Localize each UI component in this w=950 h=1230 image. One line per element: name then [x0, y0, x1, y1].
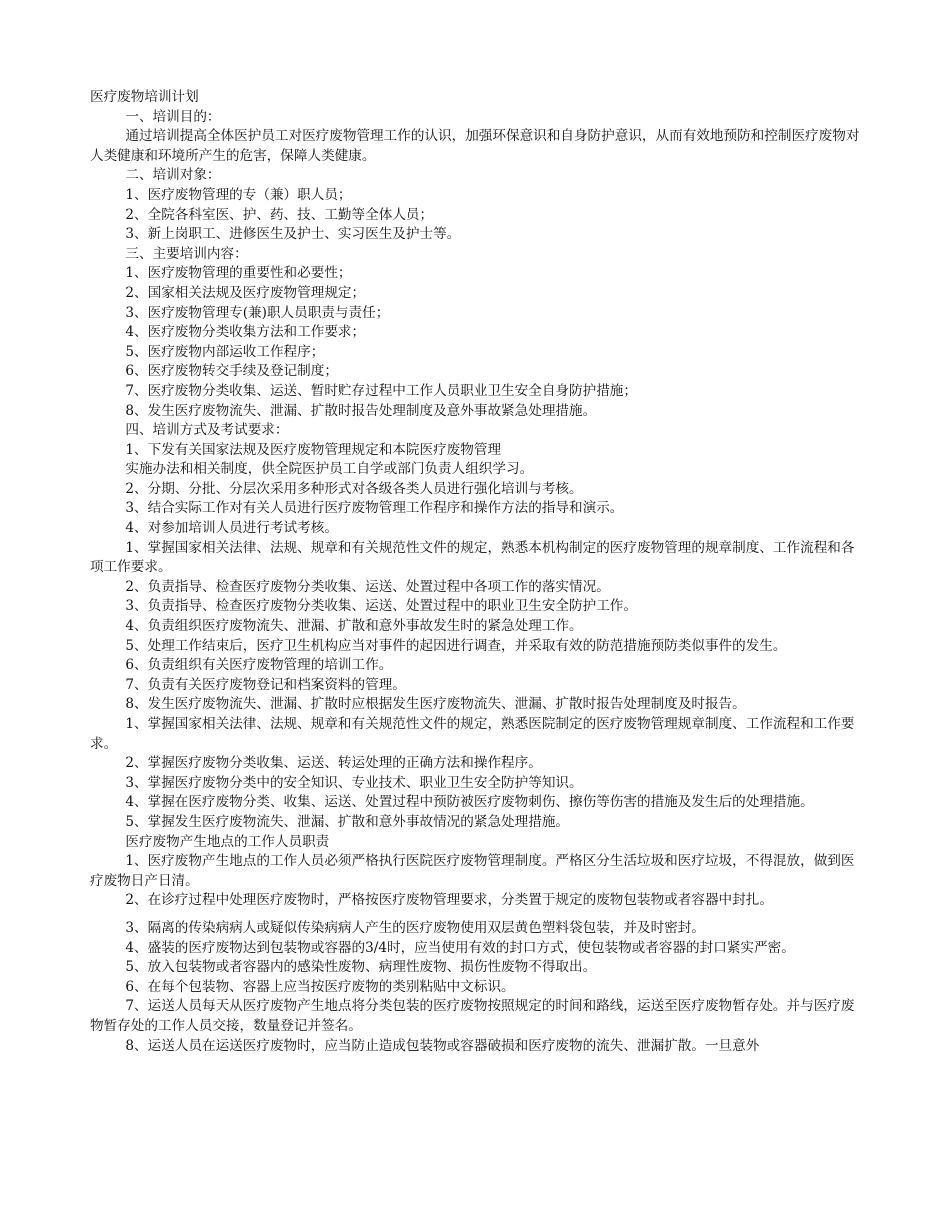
section-heading-purpose: 一、培训目的： — [125, 108, 221, 125]
list-item: 7、医疗废物分类收集、运送、暂时贮存过程中工作人员职业卫生安全自身防护措施； — [125, 382, 637, 399]
list-item: 3、掌握医疗废物分类中的安全知识、专业技术、职业卫生安全防护等知识。 — [125, 774, 583, 791]
list-item: 4、掌握在医疗废物分类、收集、运送、处置过程中预防被医疗废物刺伤、擦伤等伤害的措施及发生后的处理措施。 — [125, 794, 814, 811]
list-item: 2、掌握医疗废物分类收集、运送、转运处理的正确方法和操作程序。 — [125, 755, 542, 772]
list-item: 5、放入包装物或者容器内的感染性废物、病理性废物、损伤性废物不得取出。 — [125, 959, 597, 976]
section-heading-method: 四、培训方式及考试要求： — [125, 422, 289, 439]
list-item: 1、医疗废物管理的专（兼）职人员； — [125, 186, 352, 203]
list-item: 3、隔离的传染病病人或疑似传染病病人产生的医疗废物使用双层黄色塑料袋包装，并及时密封。 — [125, 919, 705, 936]
section-heading-audience: 二、培训对象： — [125, 167, 221, 184]
list-item: 2、国家相关法规及医疗废物管理规定； — [125, 284, 366, 301]
list-item: 8、发生医疗废物流失、泄漏、扩散时报告处理制度及意外事故紧急处理措施。 — [125, 402, 597, 419]
list-item: 4、负责组织医疗废物流失、泄漏、扩散和意外事故发生时的紧急处理工作。 — [125, 618, 583, 635]
list-item-continuation: 实施办法和相关制度，供全院医护员工自学或部门负责人组织学习。 — [125, 461, 534, 478]
list-item: 7、负责有关医疗废物登记和档案资料的管理。 — [125, 676, 406, 693]
list-item: 5、掌握发生医疗废物流失、泄漏、扩散和意外事故情况的紧急处理措施。 — [125, 813, 570, 830]
list-item: 4、医疗废物分类收集方法和工作要求； — [125, 324, 366, 341]
list-item: 2、全院各科室医、护、药、技、工勤等全体人员； — [125, 206, 434, 223]
list-item: 1、下发有关国家法规及医疗废物管理规定和本院医疗废物管理 — [125, 441, 502, 458]
list-item: 2、在诊疗过程中处理医疗废物时，严格按医疗废物管理要求，分类置于规定的废物包装物或者容器中封扎。 — [125, 892, 773, 909]
list-item: 1、医疗废物管理的重要性和必要性； — [125, 265, 352, 282]
section-heading-content: 三、主要培训内容： — [125, 245, 248, 262]
list-item: 1、医疗废物产生地点的工作人员必须严格执行医院医疗废物管理制度。严格区分生活垃圾和医疗垃圾，不得混放，做到医疗废物日产日清。 — [90, 853, 855, 889]
list-item: 5、处理工作结束后，医疗卫生机构应当对事件的起因进行调查，并采取有效的防范措施预防类似事件的发生。 — [125, 637, 787, 654]
list-item: 8、发生医疗废物流失、泄漏、扩散时应根据发生医疗废物流失、泄漏、扩散时报告处理制度及时报告。 — [125, 696, 746, 713]
list-item: 4、盛装的医疗废物达到包装物或容器的3/4时，应当使用有效的封口方式，使包装物或者容器的封口紧实严密。 — [125, 939, 795, 956]
list-item: 8、运送人员在运送医疗废物时，应当防止造成包装物或容器破损和医疗废物的流失、泄漏扩散。一旦意外 — [125, 1037, 760, 1054]
list-item: 1、掌握国家相关法律、法规、规章和有关规范性文件的规定，熟悉本机构制定的医疗废物管理的规章制度、工作流程和各项工作要求。 — [90, 539, 855, 576]
list-item: 4、对参加培训人员进行考试考核。 — [125, 520, 338, 537]
list-item: 3、医疗废物管理专(兼)职人员职责与责任； — [125, 304, 390, 321]
list-item: 2、分期、分批、分层次采用多种形式对各级各类人员进行强化培训与考核。 — [125, 480, 583, 497]
list-item: 6、在每个包装物、容器上应当按医疗废物的类别粘贴中文标识。 — [125, 978, 515, 995]
section-heading-staff-duties: 医疗废物产生地点的工作人员职责 — [125, 833, 330, 850]
list-item: 6、医疗废物转交手续及登记制度； — [125, 363, 338, 380]
list-item: 5、医疗废物内部运收工作程序； — [125, 343, 325, 360]
list-item: 1、掌握国家相关法律、法规、规章和有关规范性文件的规定，熟悉医院制定的医疗废物管理规章制度、工作流程和工作要求。 — [90, 716, 855, 752]
list-item: 6、负责组织有关医疗废物管理的培训工作。 — [125, 657, 393, 674]
list-item: 2、负责指导、检查医疗废物分类收集、运送、处置过程中各项工作的落实情况。 — [125, 578, 610, 595]
list-item: 3、新上岗职工、进修医生及护士、实习医生及护士等。 — [125, 226, 461, 243]
list-item: 3、负责指导、检查医疗废物分类收集、运送、处置过程中的职业卫生安全防护工作。 — [125, 598, 637, 615]
paragraph: 通过培训提高全体医护员工对医疗废物管理工作的认识，加强环保意识和自身防护意识，从而有效地预防和控制医疗废物对人类健康和环境所产生的危害，保障人类健康。 — [90, 128, 860, 164]
document-body — [90, 88, 860, 1056]
list-item: 3、结合实际工作对有关人员进行医疗废物管理工作程序和操作方法的指导和演示。 — [125, 500, 624, 517]
document-title: 医疗废物培训计划 — [90, 89, 199, 105]
list-item: 7、运送人员每天从医疗废物产生地点将分类包装的医疗废物按照规定的时间和路线，运送至医疗废物暂存处。并与医疗废物暂存处的工作人员交接，数量登记并签名。 — [90, 998, 855, 1034]
